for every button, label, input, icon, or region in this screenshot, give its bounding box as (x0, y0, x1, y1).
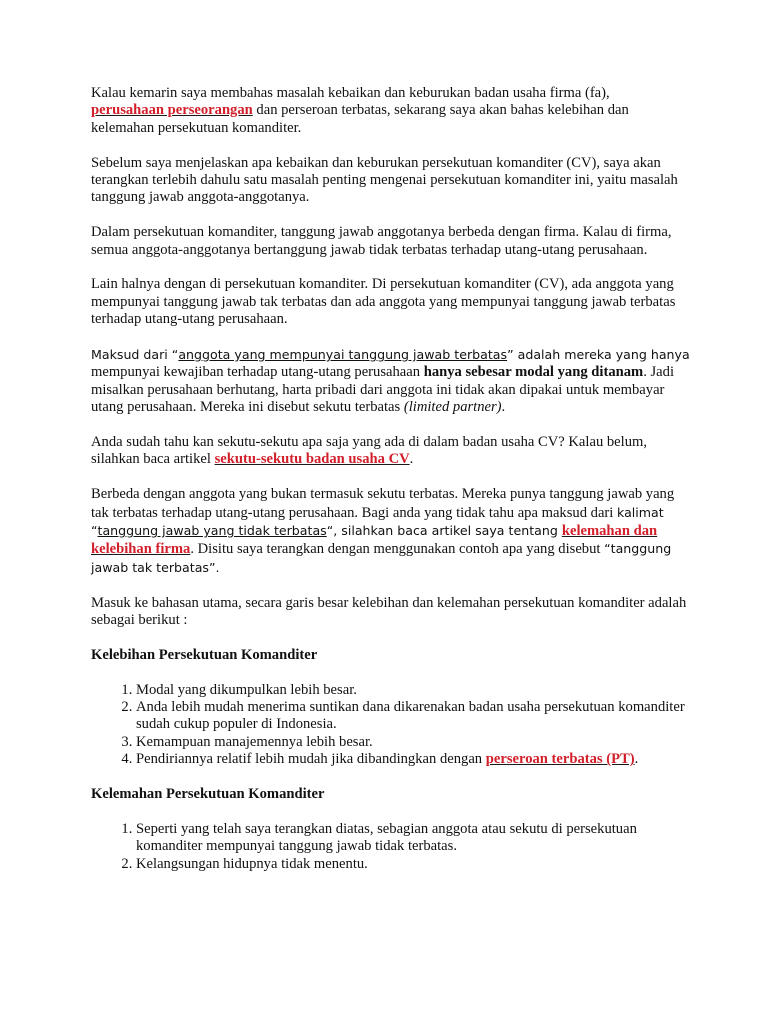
paragraph-berbeda: Berbeda dengan anggota yang bukan termasuk sekutu terbatas. Mereka punya tanggung jawab yang tak terbatas terhadap utang-utang perusahaan. Bagi anda yang tidak tahu apa maksud dari kalimat “tanggung jawab yang tidak terbatas“, silahkan baca artikel saya tentang kelemahan dan kelebihan firma. Disitu saya terangkan dengan menggunakan contoh apa yang disebut “tanggung jawab tak terbatas”. (91, 486, 675, 575)
heading-kelemahan: Kelemahan Persekutuan Komanditer (91, 786, 325, 803)
paragraph-bahasan-utama: Masuk ke bahasan utama, secara garis besar kelebihan dan kelemahan persekutuan komanditer adalah sebagai berikut : (91, 594, 687, 629)
list-kelebihan (91, 682, 691, 769)
paragraph-sekutu: Anda sudah tahu kan sekutu-sekutu apa saja yang ada di dalam badan usaha CV? Kalau belum, silahkan baca artikel sekutu-sekutu badan usaha CV. (91, 434, 648, 468)
heading-kelebihan: Kelebihan Persekutuan Komanditer (91, 646, 318, 663)
link-perusahaan-perseorangan[interactable]: perusahaan perseorangan (91, 102, 253, 119)
underlined-phrase: tanggung jawab yang tidak terbatas (97, 523, 327, 539)
link-kelemahan-dan-kelebihan-firma[interactable]: kelemahan dan kelebihan firma (91, 523, 658, 558)
underlined-phrase: anggota yang mempunyai tanggung jawab terbatas (178, 347, 508, 363)
paragraph-firma-comparison: Dalam persekutuan komanditer, tanggung jawab anggotanya berbeda dengan firma. Kalau di firma, semua anggota-anggotanya bertanggung jawab tidak terbatas terhadap utang-utang perusahaan. (91, 224, 672, 258)
list-item: 1. Seperti yang telah saya terangkan diatas, sebagian anggota atau sekutu di persekutuan komanditer mempunyai tanggung jawab tidak terbatas. (136, 821, 691, 856)
link-perseroan-terbatas[interactable]: perseroan terbatas (PT) (485, 751, 635, 768)
list-item: 2. Kelangsungan hidupnya tidak menentu. (136, 856, 691, 873)
list-item: 3. Kemampuan manajemennya lebih besar. (136, 734, 691, 751)
paragraph-tanggung-jawab-intro: Sebelum saya menjelaskan apa kebaikan dan keburukan persekutuan komanditer (CV), saya akan terangkan terlebih dahulu satu masalah penting mengenai persekutuan komanditer ini, yaitu masalah tanggung jawab anggota-anggotanya. (91, 154, 678, 206)
list-item: 4. Pendiriannya relatif lebih mudah jika dibandingkan dengan perseroan terbatas (PT). (136, 751, 691, 768)
paragraph-intro: Kalau kemarin saya membahas masalah kebaikan dan keburukan badan usaha firma (fa), perusahaan perseorangan dan perseroan terbatas, sekarang saya akan bahas kelebihan dan kelemahan persekutuan komanditer. (91, 85, 629, 136)
document-page (91, 85, 691, 891)
list-item: 2. Anda lebih mudah menerima suntikan dana dikarenakan badan usaha persekutuan komanditer sudah cukup populer di Indonesia. (136, 699, 691, 734)
list-item: 1. Modal yang dikumpulkan lebih besar. (136, 682, 691, 699)
paragraph-maksud: Maksud dari “anggota yang mempunyai tanggung jawab terbatas” adalah mereka yang hanya mempunyai kewajiban terhadap utang-utang perusahaan hanya sebesar modal yang ditanam. Jadi misalkan perusahaan berhutang, harta pribadi dari anggota ini tidak akan dipakai untuk membayar utang perusahaan. Mereka ini disebut sekutu terbatas (limited partner). (91, 347, 690, 416)
link-sekutu-sekutu-badan-usaha-cv[interactable]: sekutu-sekutu badan usaha CV (214, 451, 410, 468)
list-kelemahan (91, 821, 691, 873)
paragraph-lain-halnya: Lain halnya dengan di persekutuan komanditer. Di persekutuan komanditer (CV), ada anggota yang mempunyai tanggung jawab tak terbatas dan ada anggota yang mempunyai tanggung jawab terbatas terhadap utang-utang perusahaan. (91, 276, 676, 328)
